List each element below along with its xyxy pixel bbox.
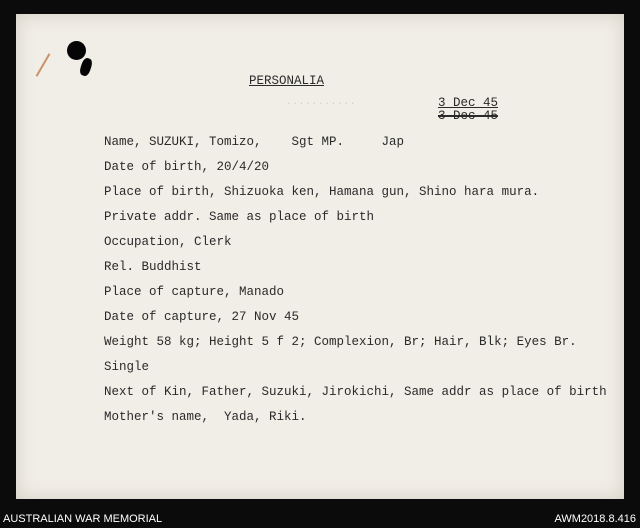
line-birth-place: Place of birth, Shizuoka ken, Hamana gun, Shino hara mura.: [104, 185, 540, 199]
faint-stamp: ...........: [286, 97, 357, 107]
rust-stain: [36, 53, 51, 77]
line-physical: Weight 58 kg; Height 5 f 2; Complexion, Br; Hair, Blk; Eyes Br.: [104, 335, 577, 349]
footer-institution: AUSTRALIAN WAR MEMORIAL: [3, 513, 163, 525]
document-page: [16, 14, 624, 499]
torn-corner: [78, 57, 93, 77]
line-mother: Mother's name, Yada, Riki.: [104, 410, 307, 424]
line-occupation: Occupation, Clerk: [104, 235, 232, 249]
line-name: Name, SUZUKI, Tomizo, Sgt MP. Jap: [104, 135, 405, 149]
document-date: 3 Dec 45: [438, 96, 499, 110]
line-private-address: Private addr. Same as place of birth: [104, 210, 375, 224]
footer-accession: AWM2018.8.416: [554, 513, 636, 525]
line-capture-date: Date of capture, 27 Nov 45: [104, 310, 300, 324]
line-marital: Single: [104, 360, 150, 374]
document-title: PERSONALIA: [249, 74, 325, 88]
struck-date: 3 Dec 45: [438, 109, 499, 123]
line-birth-date: Date of birth, 20/4/20: [104, 160, 270, 174]
line-capture-place: Place of capture, Manado: [104, 285, 285, 299]
punch-hole: [67, 41, 86, 60]
line-religion: Rel. Buddhist: [104, 260, 202, 274]
line-next-of-kin: Next of Kin, Father, Suzuki, Jirokichi, Same addr as place of birth: [104, 385, 607, 399]
